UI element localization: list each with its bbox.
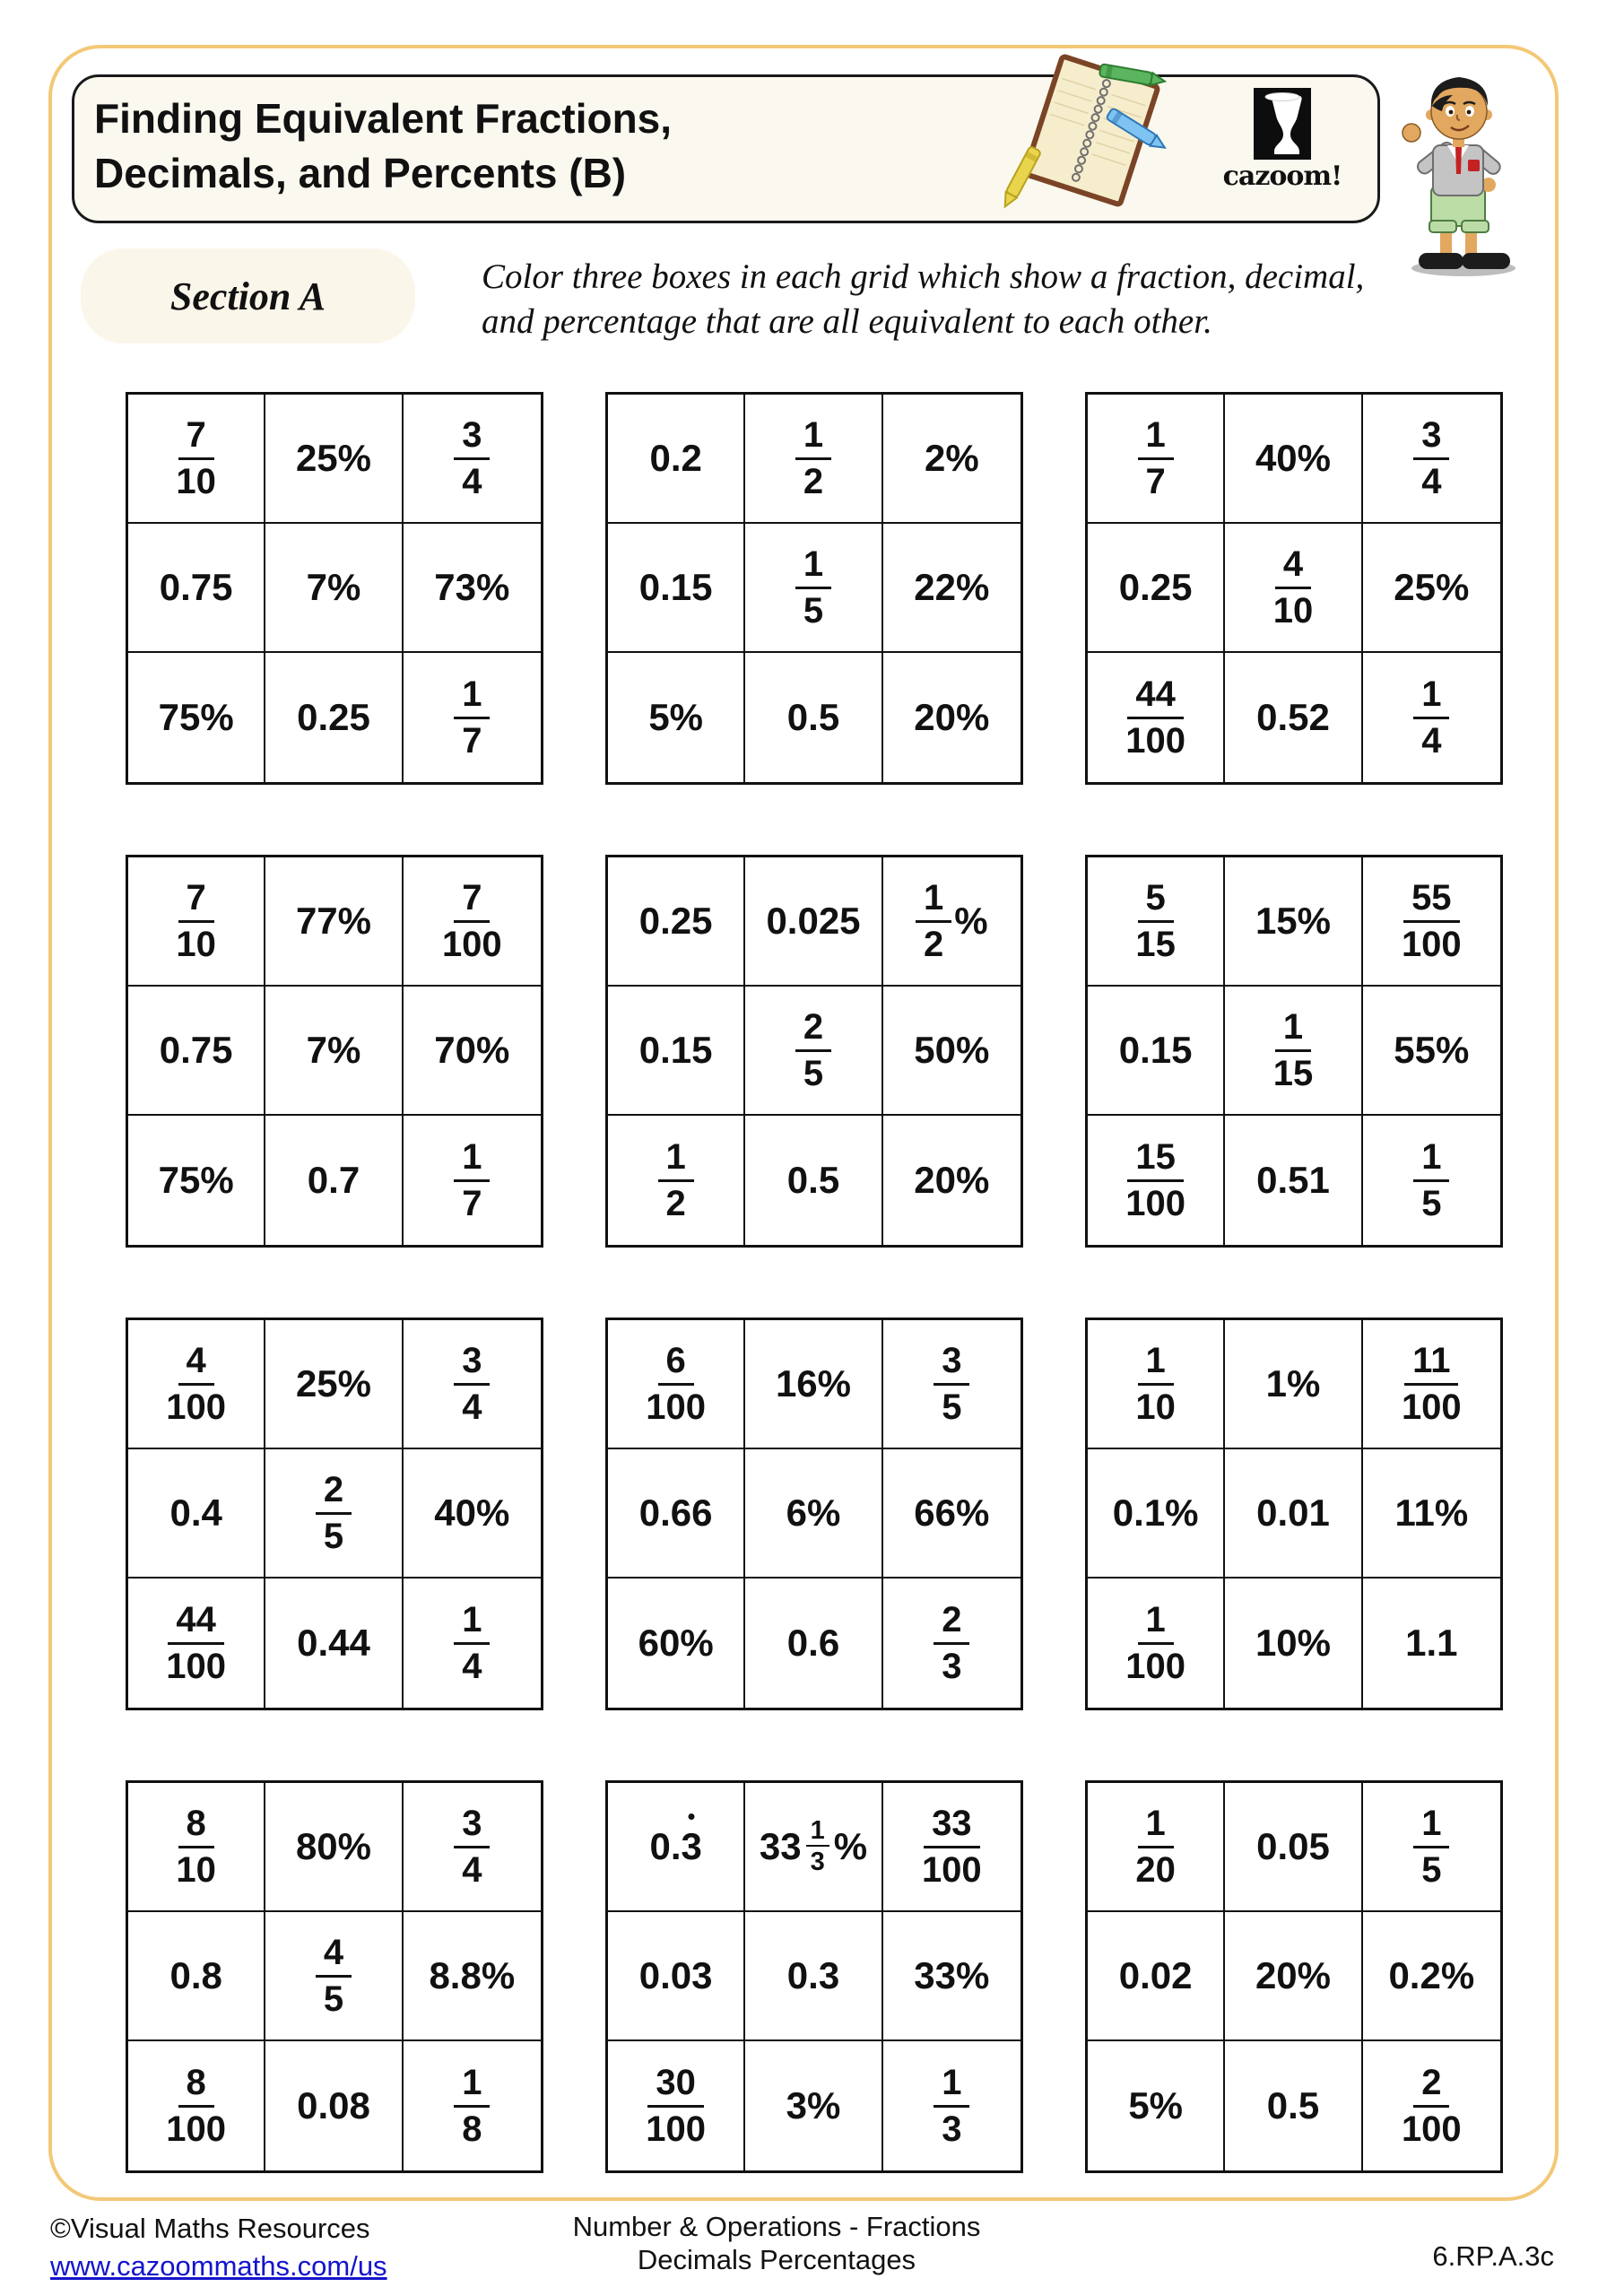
grid-7-cell-r1-c3[interactable]: $\frac{3}{4}$ <box>404 1320 541 1449</box>
grid-3-cell-r2-c3[interactable]: 25% <box>1363 524 1500 653</box>
footer-topic <box>463 2210 1090 2276</box>
grid-5-cell-r3-c1[interactable]: $\frac{1}{2}$ <box>608 1116 745 1245</box>
grid-7-cell-r2-c3[interactable]: 40% <box>404 1449 541 1578</box>
instructions-line-1: Color three boxes in each grid which show a fraction, decimal, <box>482 257 1365 296</box>
section-a-text: Section A <box>169 274 326 318</box>
grid-6-cell-r3-c2[interactable]: 0.51 <box>1225 1116 1362 1245</box>
grid-11-cell-r1-c3[interactable]: $\frac{33}{100}$ <box>883 1783 1020 1912</box>
grid-4-cell-r3-c2[interactable]: 0.7 <box>265 1116 403 1245</box>
grid-2-cell-r3-c1[interactable]: 5% <box>608 653 745 782</box>
footer-topic-line-1: Number & Operations - Fractions <box>572 2211 981 2242</box>
grid-8-cell-r3-c3[interactable]: $\frac{2}{3}$ <box>883 1578 1020 1708</box>
grid-11-cell-r3-c3[interactable]: $\frac{1}{3}$ <box>883 2041 1020 2170</box>
grid-4-cell-r1-c1[interactable]: $\frac{7}{10}$ <box>128 857 265 987</box>
grid-9-cell-r2-c1[interactable]: 0.1% <box>1088 1449 1225 1578</box>
boy-character-illustration <box>1381 50 1532 280</box>
grid-10-cell-r1-c3[interactable]: $\frac{3}{4}$ <box>404 1783 541 1912</box>
grid-11-cell-r1-c1[interactable]: 0.3 <box>608 1783 745 1912</box>
grid-1-cell-r3-c3[interactable]: $\frac{1}{7}$ <box>404 653 541 782</box>
grid-8-cell-r2-c2[interactable]: 6% <box>745 1449 882 1578</box>
grid-9-cell-r3-c1[interactable]: $\frac{1}{100}$ <box>1088 1578 1225 1708</box>
grid-9-cell-r3-c3[interactable]: 1.1 <box>1405 1622 1458 1664</box>
equivalence-grid-11 <box>605 1780 1023 2173</box>
grid-4-cell-r2-c3[interactable]: 70% <box>404 987 541 1116</box>
grid-11-cell-r2-c2[interactable]: 0.3 <box>745 1912 882 2041</box>
cazoom-link[interactable]: www.cazoommaths.com/us <box>50 2250 387 2282</box>
grid-12-cell-r3-c2[interactable]: 0.5 <box>1225 2041 1362 2170</box>
title-line-1: Finding Equivalent Fractions, <box>94 95 673 142</box>
grid-1-cell-r1-c2[interactable]: 25% <box>265 395 403 524</box>
copyright-text: ©Visual Maths Resources <box>50 2213 370 2244</box>
equivalence-grid-1 <box>126 392 543 785</box>
grid-6-cell-r1-c2[interactable]: 15% <box>1225 857 1362 987</box>
cazoom-logo <box>1215 88 1350 192</box>
grid-8-cell-r3-c2[interactable]: 0.6 <box>745 1578 882 1708</box>
grid-12-cell-r1-c3[interactable]: $\frac{1}{5}$ <box>1363 1783 1500 1912</box>
cazoom-logo-text: cazoom! <box>1222 161 1342 192</box>
grid-10-cell-r3-c2[interactable]: 0.08 <box>265 2041 403 2170</box>
section-a-label <box>81 248 415 344</box>
grid-1-cell-r2-c3[interactable]: 73% <box>404 524 541 653</box>
grid-1-cell-r2-c1[interactable]: 0.75 <box>128 524 265 653</box>
grid-4-cell-r2-c1[interactable]: 0.75 <box>128 987 265 1116</box>
grid-7-cell-r1-c1[interactable]: $\frac{4}{100}$ <box>128 1320 265 1449</box>
grid-12-cell-r1-c1[interactable]: $\frac{1}{20}$ <box>1088 1783 1225 1912</box>
grid-9-cell-r1-c1[interactable]: $\frac{1}{10}$ <box>1088 1320 1225 1449</box>
grid-6-cell-r2-c1[interactable]: 0.15 <box>1088 987 1225 1116</box>
equivalence-grid-10 <box>126 1780 543 2173</box>
grid-9-cell-r1-c2[interactable]: 1% <box>1225 1320 1362 1449</box>
grid-6-cell-r2-c3[interactable]: 55% <box>1363 987 1500 1116</box>
grid-7-cell-r3-c1[interactable]: $\frac{44}{100}$ <box>128 1578 265 1708</box>
equivalence-grid-12 <box>1085 1780 1503 2173</box>
instructions-line-2: and percentage that are all equivalent to each other. <box>482 302 1212 341</box>
grid-12-cell-r1-c2[interactable]: 0.05 <box>1225 1783 1362 1912</box>
equivalence-grid-6 <box>1085 855 1503 1248</box>
grid-4-cell-r3-c1[interactable]: 75% <box>128 1116 265 1245</box>
notebook-crayons-illustration <box>1000 43 1179 218</box>
title-line-2: Decimals, and Percents (B) <box>94 150 627 196</box>
grid-5-cell-r2-c3[interactable]: 50% <box>883 987 1020 1116</box>
grid-8-cell-r1-c1[interactable]: $\frac{6}{100}$ <box>608 1320 745 1449</box>
grid-5-cell-r2-c2[interactable]: $\frac{2}{5}$ <box>745 987 882 1116</box>
grid-3-cell-r2-c2[interactable]: $\frac{4}{10}$ <box>1225 524 1362 653</box>
grid-4-cell-r1-c3[interactable]: $\frac{7}{100}$ <box>404 857 541 987</box>
grid-4-cell-r2-c2[interactable]: 7% <box>265 987 403 1116</box>
grid-2-cell-r3-c2[interactable]: 0.5 <box>745 653 882 782</box>
grid-11-cell-r3-c2[interactable]: 3% <box>745 2041 882 2170</box>
grid-2-cell-r2-c3[interactable]: 22% <box>883 524 1020 653</box>
grid-8-cell-r2-c1[interactable]: 0.66 <box>608 1449 745 1578</box>
footer-left <box>50 2210 387 2285</box>
grid-3-cell-r3-c3[interactable]: $\frac{1}{4}$ <box>1363 653 1500 782</box>
grid-2-cell-r1-c3[interactable]: 2% <box>883 395 1020 524</box>
grid-8-cell-r3-c1[interactable]: 60% <box>608 1578 745 1708</box>
grid-7-cell-r3-c3[interactable]: $\frac{1}{4}$ <box>404 1578 541 1708</box>
grid-2-cell-r1-c1[interactable]: 0.2 <box>608 395 745 524</box>
equivalence-grid-7 <box>126 1318 543 1710</box>
grid-10-cell-r1-c1[interactable]: $\frac{8}{10}$ <box>128 1783 265 1912</box>
grid-6-cell-r1-c3[interactable]: $\frac{55}{100}$ <box>1363 857 1500 987</box>
equivalence-grid-5 <box>605 855 1023 1248</box>
grid-6-cell-r3-c1[interactable]: $\frac{15}{100}$ <box>1088 1116 1225 1245</box>
grid-12-cell-r2-c1[interactable]: 0.02 <box>1088 1912 1225 2041</box>
grid-10-cell-r2-c3[interactable]: 8.8% <box>404 1912 541 2041</box>
grid-3-cell-r1-c2[interactable]: 40% <box>1225 395 1362 524</box>
grid-11-cell-r2-c3[interactable]: 33% <box>883 1912 1020 2041</box>
grid-2-cell-r3-c3[interactable]: 20% <box>914 696 990 738</box>
grid-11-cell-r3-c1[interactable]: $\frac{30}{100}$ <box>608 2041 745 2170</box>
grid-5-cell-r3-c3[interactable]: 20% <box>914 1159 990 1201</box>
equivalence-grid-3 <box>1085 392 1503 785</box>
grid-12-cell-r2-c2[interactable]: 20% <box>1225 1912 1362 2041</box>
grid-3-cell-r3-c1[interactable]: $\frac{44}{100}$ <box>1088 653 1225 782</box>
grid-2-cell-r2-c2[interactable]: $\frac{1}{5}$ <box>745 524 882 653</box>
grid-12-cell-r3-c3[interactable]: $\frac{2}{100}$ <box>1401 2063 1462 2149</box>
equivalence-grid-8 <box>605 1318 1023 1710</box>
grid-3-cell-r3-c2[interactable]: 0.52 <box>1225 653 1362 782</box>
grid-9-cell-r3-c2[interactable]: 10% <box>1225 1578 1362 1708</box>
grid-6-cell-r3-c3[interactable]: $\frac{1}{5}$ <box>1363 1116 1500 1245</box>
grid-1-cell-r2-c2[interactable]: 7% <box>265 524 403 653</box>
standard-code: 6.RP.A.3c <box>1432 2240 1554 2272</box>
grid-6-cell-r1-c1[interactable]: $\frac{5}{15}$ <box>1088 857 1225 987</box>
grid-11-cell-r2-c1[interactable]: 0.03 <box>608 1912 745 2041</box>
grid-5-cell-r1-c2[interactable]: 0.025 <box>745 857 882 987</box>
grid-10-cell-r1-c2[interactable]: 80% <box>265 1783 403 1912</box>
grid-7-cell-r3-c2[interactable]: 0.44 <box>265 1578 403 1708</box>
grid-11-cell-r1-c2[interactable]: 33 $\frac{1}{3}$ % <box>745 1783 882 1912</box>
grid-8-cell-r1-c2[interactable]: 16% <box>745 1320 882 1449</box>
footer-topic-line-2: Decimals Percentages <box>637 2244 916 2275</box>
grid-1-cell-r3-c1[interactable]: 75% <box>128 653 265 782</box>
equivalence-grid-9 <box>1085 1318 1503 1710</box>
grid-10-cell-r3-c1[interactable]: $\frac{8}{100}$ <box>128 2041 265 2170</box>
grid-10-cell-r3-c3[interactable]: $\frac{1}{8}$ <box>404 2041 541 2170</box>
grid-9-cell-r2-c3[interactable]: 11% <box>1363 1449 1500 1578</box>
grid-5-cell-r1-c1[interactable]: 0.25 <box>608 857 745 987</box>
grid-3-cell-r1-c3[interactable]: $\frac{3}{4}$ <box>1363 395 1500 524</box>
grids-container <box>126 392 1498 2173</box>
grid-8-cell-r1-c3[interactable]: $\frac{3}{5}$ <box>883 1320 1020 1449</box>
grid-6-cell-r2-c2[interactable]: $\frac{1}{15}$ <box>1225 987 1362 1116</box>
grid-12-cell-r2-c3[interactable]: 0.2% <box>1363 1912 1500 2041</box>
grid-12-cell-r3-c1[interactable]: 5% <box>1088 2041 1225 2170</box>
grid-9-cell-r1-c3[interactable]: $\frac{11}{100}$ <box>1363 1320 1500 1449</box>
title-box <box>72 74 1380 223</box>
grid-4-cell-r3-c3[interactable]: $\frac{1}{7}$ <box>404 1116 541 1245</box>
grid-9-cell-r2-c2[interactable]: 0.01 <box>1225 1449 1362 1578</box>
grid-5-cell-r1-c3[interactable]: $\frac{1}{2}$ % <box>883 857 1020 987</box>
grid-5-cell-r2-c1[interactable]: 0.15 <box>608 987 745 1116</box>
page-title <box>74 77 1377 201</box>
grid-7-cell-r1-c2[interactable]: 25% <box>265 1320 403 1449</box>
grid-2-cell-r2-c1[interactable]: 0.15 <box>608 524 745 653</box>
grid-7-cell-r2-c2[interactable]: $\frac{2}{5}$ <box>265 1449 403 1578</box>
grid-3-cell-r2-c1[interactable]: 0.25 <box>1088 524 1225 653</box>
grid-5-cell-r3-c2[interactable]: 0.5 <box>745 1116 882 1245</box>
grid-7-cell-r2-c1[interactable]: 0.4 <box>128 1449 265 1578</box>
grid-1-cell-r1-c1[interactable]: $\frac{7}{10}$ <box>128 395 265 524</box>
cazoom-goblet-icon <box>1254 88 1311 160</box>
grid-8-cell-r2-c3[interactable]: 66% <box>883 1449 1020 1578</box>
grid-10-cell-r2-c1[interactable]: 0.8 <box>128 1912 265 2041</box>
grid-1-cell-r3-c2[interactable]: 0.25 <box>265 653 403 782</box>
grid-3-cell-r1-c1[interactable]: $\frac{1}{7}$ <box>1088 395 1225 524</box>
grid-4-cell-r1-c2[interactable]: 77% <box>265 857 403 987</box>
equivalence-grid-2 <box>605 392 1023 785</box>
instructions <box>482 255 1423 344</box>
grid-10-cell-r2-c2[interactable]: $\frac{4}{5}$ <box>265 1912 403 2041</box>
equivalence-grid-4 <box>126 855 543 1248</box>
grid-2-cell-r1-c2[interactable]: $\frac{1}{2}$ <box>745 395 882 524</box>
grid-1-cell-r1-c3[interactable]: $\frac{3}{4}$ <box>404 395 541 524</box>
